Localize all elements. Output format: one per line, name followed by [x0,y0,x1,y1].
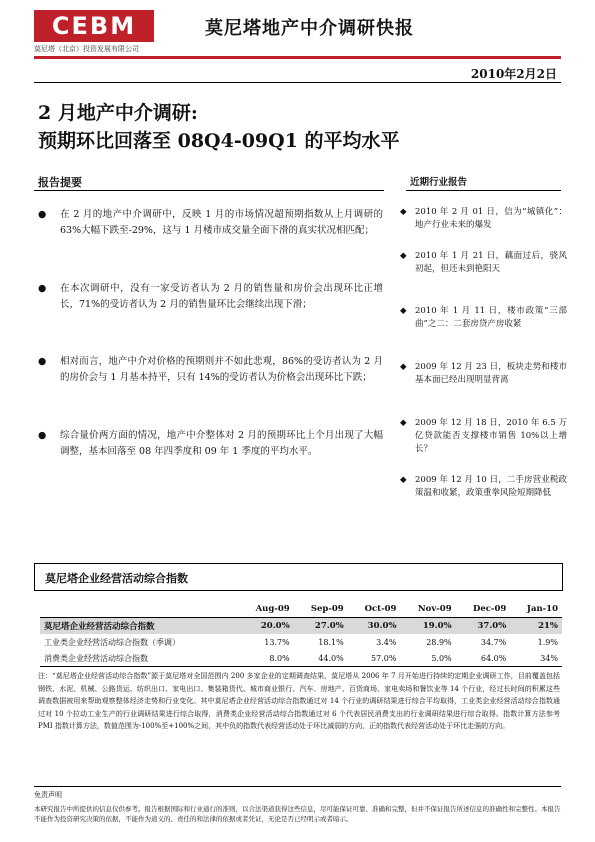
row-label: 工业类企业经营活动综合指数（季调） [44,637,180,647]
logo-text: CEBM [51,12,137,40]
diamond-bullet-icon: ◆ [400,306,407,316]
table-cell: 1.9% [537,637,558,647]
table-cell: 19.0% [400,618,455,635]
footer-rule [34,786,561,787]
header-rule [34,56,561,59]
diamond-bullet-icon: ◆ [400,475,407,485]
summary-item: ● 在本次调研中，没有一家受访者认为 2 月的销售量和房价会出现环比正增长，71%的受访者认为 2 月的销售量环比会继续出现下滑； [38,283,383,310]
index-table [40,601,562,667]
table-cell: 44.0% [294,650,348,667]
table-cell: 30.0% [348,618,401,635]
table-cell: 27.0% [294,618,348,635]
main-title-line2: 预期环比回落至 08Q4-09Q1 的平均水平 [38,130,400,152]
table-cell: 34% [510,650,562,667]
table-cell: 13.7% [264,637,290,647]
table-header-row [40,601,562,618]
diamond-bullet-icon: ◆ [400,207,407,217]
table-cell: 8.0% [238,650,294,667]
document-title: 莫尼塔地产中介调研快报 [205,18,414,39]
index-box-header [34,563,563,591]
sidebar-heading: 近期行业报告 [410,177,468,188]
bullet-icon: ● [38,356,47,367]
table-cell: 3.4% [376,637,397,647]
index-note: 注：“莫尼塔企业经营活动综合指数”源于莫尼塔对全国范围内 200 多家企业的定期调查结果，莫尼塔从 2006 年 7 月开始进行持续的定期企业调研工作，目前覆盖包括钢铁、水泥、机械、公路货运、纺织出口、家电出口、集装箱货代、城市商业银行、汽车、房地产、百货商场、家电卖场和餐饮业等 14 个行业，经过长时间的积累这些调查数据被用来帮助观察整体经济走势和行业变化。其中莫尼塔企业经营活动综合指数通过对 14 个行业的调研结果进行综合平均取得，工业类企业经营活动综合指数通过对 10 个拉动工业生产的行业调研结果进行综合取得，消费类企业经营活动综合指数通过对 6 个代表居民消费支出的行业调研结果进行综合取得。指数计算方法参考 PMI 指数计算方法，数值范围为-100%至+100%之间，其中负的指数代表经营活动处于环比减弱的方向，正的指数代表经营活动处于环比走强的方向。 [38,672,560,730]
table-row [40,650,562,667]
bullet-icon: ● [38,430,47,441]
date-rule [34,82,561,83]
recent-report-item[interactable]: ◆ 2009 年 12 月 18 日，2010 年 6.5 万亿贷款能否支撑楼市销售 10%以上增长？ [400,418,567,454]
summary-rule [34,190,384,191]
table-cell: 20.0% [238,618,294,635]
table-header-cell: Jan-10 [510,601,562,618]
table-cell: 37.0% [456,618,511,635]
summary-item: ● 相对而言，地产中介对价格的预期则并不如此悲观，86%的受访者认为 2 月的房价会与 1 月基本持平，只有 14%的受访者认为价格会出现环比下跌； [38,356,383,383]
row-label: 莫尼塔企业经营活动综合指数 [40,618,238,635]
table-cell: 57.0% [348,650,401,667]
table-header-cell: Nov-09 [400,601,455,618]
sidebar-rule [406,190,561,191]
diamond-bullet-icon: ◆ [400,251,407,261]
table-header-cell: Dec-09 [456,601,511,618]
table-cell: 34.7% [480,637,507,647]
table-cell: 21% [510,618,562,635]
row-label: 消费类企业经营活动综合指数 [40,650,238,667]
table-row [40,634,562,650]
table-row [40,618,562,635]
index-box-title: 莫尼塔企业经营活动综合指数 [45,572,188,585]
recent-report-item[interactable]: ◆ 2009 年 12 月 23 日，板块走势和楼市基本面已经出现明显背离 [400,362,567,385]
summary-item: ● 综合量价两方面的情况，地产中介整体对 2 月的预期环比上个月出现了大幅调整，基本回落至 08 年四季度和 09 年 1 季度的平均水平。 [38,430,383,457]
diamond-bullet-icon: ◆ [400,418,407,428]
summary-item: ● 在 2 月的地产中介调研中，反映 1 月的市场情况超预期指数从上月调研的 63%大幅下跌至-29%，这与 1 月楼市成交量全面下滑的真实状况相匹配； [38,209,383,236]
table-cell: 28.9% [426,637,452,647]
disclaimer-title: 免责声明 [34,791,62,799]
company-name: 莫尼塔（北京）投资发展有限公司 [34,45,139,53]
diamond-bullet-icon: ◆ [400,362,407,372]
bullet-icon: ● [38,283,47,294]
table-header-cell: Sep-09 [294,601,348,618]
report-date: 2010年2月2日 [470,67,557,81]
summary-heading: 报告提要 [38,176,82,189]
disclaimer-text: 本研究报告中所提供的信息仅供参考。报告根据国际和行业通行的准则，以合法渠道获得这些信息，尽可能保证可靠、准确和完整，但并不保证报告所述信息的准确性和完整性。本报告不能作为投资研究决策的依据，不能作为道义的、责任的和法律的依据或者凭证，无论是否已经明示或者暗示。 [34,805,561,823]
table-cell: 64.0% [456,650,511,667]
recent-report-item[interactable]: ◆ 2010 年 2 月 01 日，信为“城镇化”：地产行业未来的爆发 [400,207,567,230]
main-title-line1: 2 月地产中介调研: [38,102,198,124]
table-cell: 5.0% [400,650,455,667]
table-header-cell: Oct-09 [348,601,401,618]
table-header-cell: Aug-09 [238,601,294,618]
table-header-cell [40,601,238,618]
table-cell: 18.1% [318,637,344,647]
recent-report-item[interactable]: ◆ 2010 年 1 月 21 日，藕面过后，骁风初起，但还未到艳阳天 [400,251,567,274]
recent-report-item[interactable]: ◆ 2009 年 12 月 10 日，二手房营业税政策温和收紧，政策重拳风险短期降低 [400,475,567,498]
bullet-icon: ● [38,209,47,220]
recent-report-item[interactable]: ◆ 2010 年 1 月 11 日，楼市政策“三部曲”之二：二套房贷产房收紧 [400,306,567,329]
